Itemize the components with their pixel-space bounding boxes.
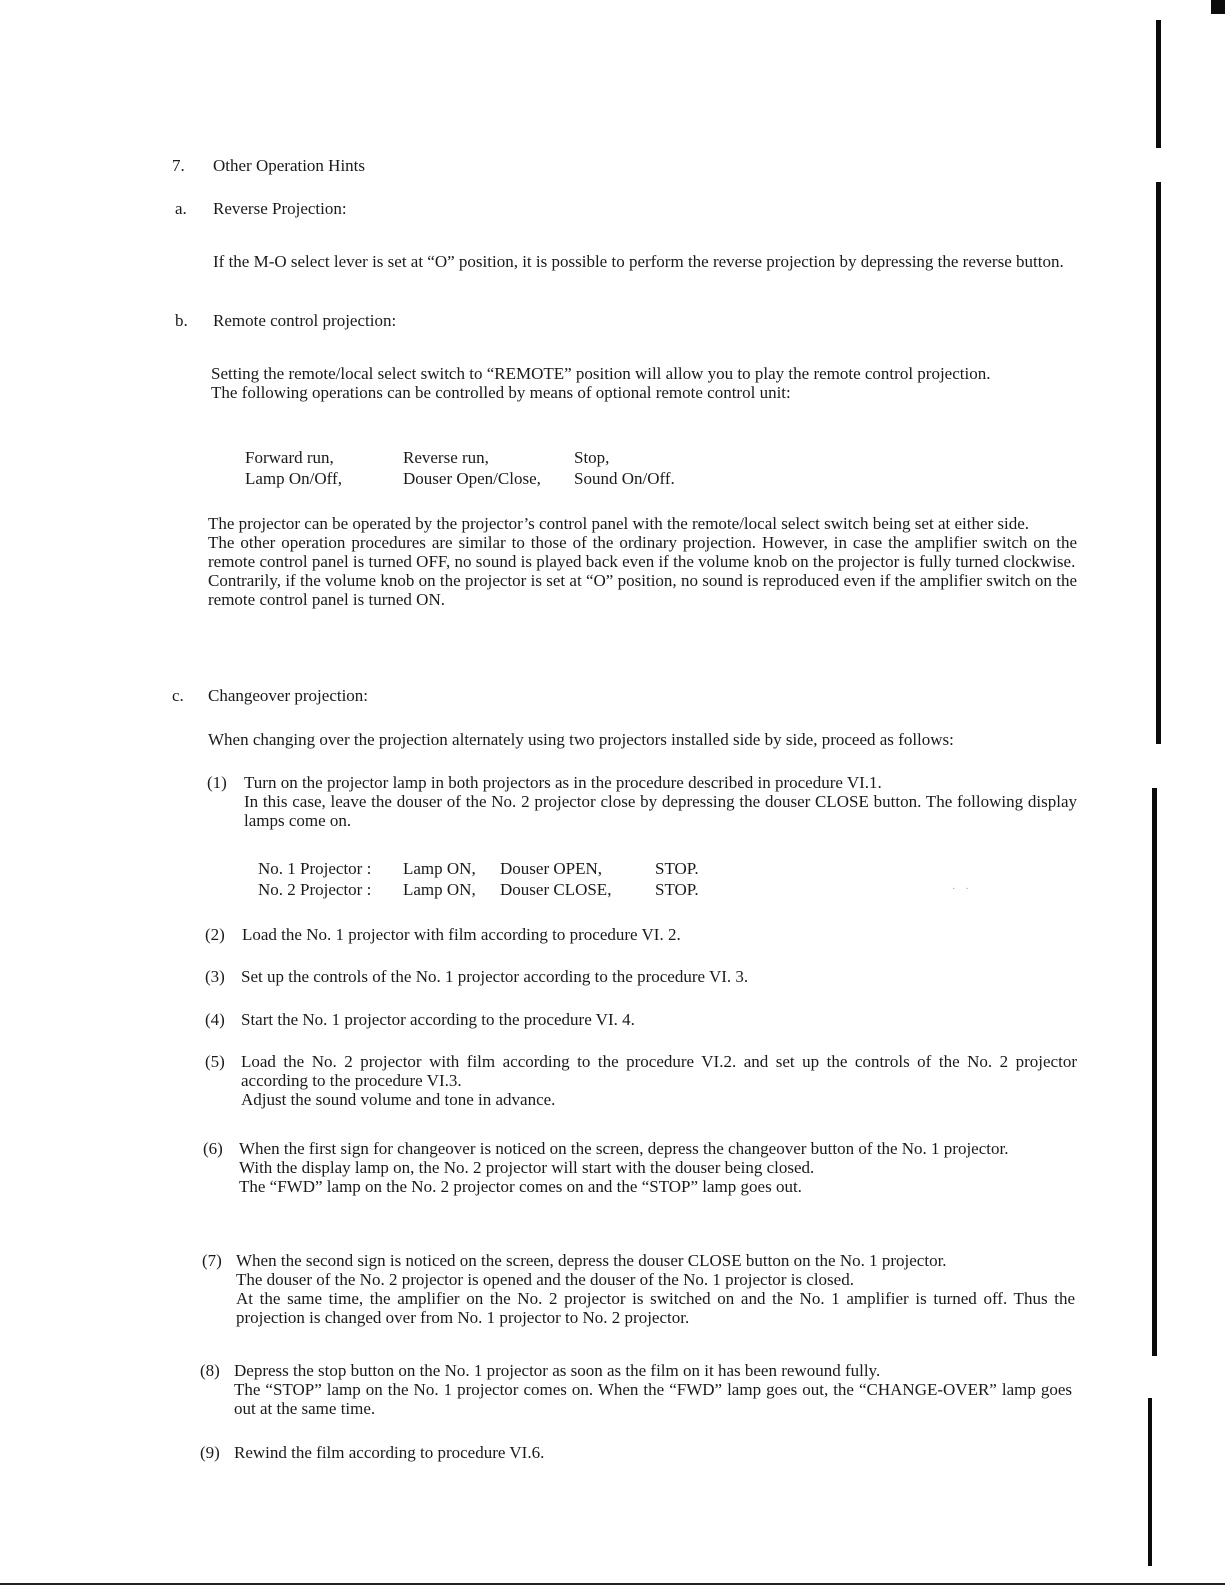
step-body: [236, 1251, 1075, 1327]
scan-dust: · ·: [952, 884, 969, 895]
step-body: [241, 1052, 1077, 1109]
subsection-c-letter: c.: [172, 686, 184, 705]
procedure-step-1: [207, 773, 1077, 843]
step-line: The “FWD” lamp on the No. 2 projector comes on and the “STOP” lamp goes out.: [239, 1177, 802, 1196]
step-body: [242, 925, 1077, 944]
subsection-b-text-2: [208, 514, 1077, 609]
procedure-step-3: [205, 967, 1077, 989]
paragraph: The projector can be operated by the projector’s control panel with the remote/local select switch being set at either side.: [208, 514, 1030, 533]
procedure-step-2: [205, 925, 1077, 947]
paragraph: The other operation procedures are similar to those of the ordinary projection. However, in case the amplifier switch on the remote control panel is turned OFF, no sound is played back even if the volume knob on the projector is fully turned clockwise.: [208, 533, 1077, 571]
procedure-step-5: [205, 1052, 1077, 1122]
section-title: Other Operation Hints: [213, 156, 366, 175]
step-line: Start the No. 1 projector according to the procedure VI. 4.: [241, 1010, 635, 1029]
step-line: With the display lamp on, the No. 2 projector will start with the douser being closed.: [239, 1158, 815, 1177]
step-line: Depress the stop button on the No. 1 projector as soon as the film on it has been rewound fully.: [234, 1361, 881, 1380]
step-number: (4): [205, 1010, 225, 1029]
procedure-step-6: [203, 1139, 1077, 1231]
lamp-status: Lamp ON,: [403, 859, 476, 878]
step-line: Adjust the sound volume and tone in advance.: [241, 1090, 556, 1109]
projector-label: No. 2 Projector :: [258, 880, 372, 899]
scan-edge-mark: [1152, 788, 1157, 1356]
step-body: [239, 1139, 1077, 1196]
remote-ops-row: [245, 469, 745, 489]
subsection-b-letter: b.: [175, 311, 188, 330]
scan-corner-mark: [1211, 0, 1225, 14]
paragraph: Setting the remote/local select switch to “REMOTE” position will allow you to play the remote control projection.: [211, 364, 991, 383]
subsection-a-text: [213, 252, 1077, 271]
step-line: When the second sign is noticed on the screen, depress the douser CLOSE button on the No. 1 projector.: [236, 1251, 947, 1270]
subsection-a-title: Reverse Projection:: [213, 199, 347, 218]
step-line: In this case, leave the douser of the No. 2 projector close by depressing the douser CLOSE button. The following display lamps come on.: [244, 792, 1077, 830]
subsection-a-letter: a.: [175, 199, 187, 218]
step-line: Load the No. 1 projector with film according to procedure VI. 2.: [242, 925, 681, 944]
step-number: (9): [200, 1443, 220, 1462]
step-body: [241, 1010, 1077, 1029]
step-line: The douser of the No. 2 projector is opened and the douser of the No. 1 projector is closed.: [236, 1270, 854, 1289]
step-number: (5): [205, 1052, 225, 1071]
paragraph: If the M-O select lever is set at “O” position, it is possible to perform the reverse projection by depressing the reverse button.: [213, 252, 1064, 271]
remote-op: Stop,: [574, 448, 610, 467]
subsection-c-title: Changeover projection:: [208, 686, 369, 705]
subsection-a-heading: [175, 199, 575, 219]
subsection-c-heading: [172, 686, 572, 706]
subsection-c-intro: [208, 730, 1077, 749]
step-number: (2): [205, 925, 225, 944]
subsection-b-heading: [175, 311, 575, 331]
step-number: (8): [200, 1361, 220, 1380]
procedure-step-7: [202, 1251, 1075, 1343]
scan-edge-mark: [1156, 182, 1161, 744]
section-number: 7.: [172, 156, 185, 175]
lamp-status: Lamp ON,: [403, 880, 476, 899]
procedure-step-9: [200, 1443, 1072, 1465]
projector-label: No. 1 Projector :: [258, 859, 372, 878]
subsection-b-title: Remote control projection:: [213, 311, 397, 330]
lamp-status-row: [258, 859, 738, 879]
step-line: Set up the controls of the No. 1 projector according to the procedure VI. 3.: [241, 967, 749, 986]
step-line: Load the No. 2 projector with film according to the procedure VI.2. and set up the controls of the No. 2 projector according to the procedure VI.3.: [241, 1052, 1077, 1090]
step-number: (7): [202, 1251, 222, 1270]
douser-status: Douser OPEN,: [500, 859, 602, 878]
remote-op: Reverse run,: [403, 448, 489, 467]
paragraph: The following operations can be controlled by means of optional remote control unit:: [211, 383, 791, 402]
step-number: (6): [203, 1139, 223, 1158]
paragraph: Contrarily, if the volume knob on the projector is set at “O” position, no sound is reproduced even if the amplifier switch on the remote control panel is turned ON.: [208, 571, 1077, 609]
run-status: STOP.: [655, 880, 699, 899]
step-body: [244, 773, 1077, 830]
procedure-step-8: [200, 1361, 1072, 1431]
step-line: The “STOP” lamp on the No. 1 projector comes on. When the “FWD” lamp goes out, the “CHANGE-OVER” lamp goes out at the same time.: [234, 1380, 1072, 1418]
step-body: [241, 967, 1077, 986]
step-body: [234, 1443, 1072, 1462]
lamp-status-row: [258, 880, 738, 900]
remote-op: Forward run,: [245, 448, 334, 467]
step-line: Turn on the projector lamp in both projectors as in the procedure described in procedure VI.1.: [244, 773, 882, 792]
remote-op: Sound On/Off.: [574, 469, 675, 488]
procedure-step-4: [205, 1010, 1077, 1032]
section-heading: [172, 156, 572, 176]
paragraph: When changing over the projection alternately using two projectors installed side by side, proceed as follows:: [208, 730, 954, 749]
step-line: Rewind the film according to procedure VI.6.: [234, 1443, 545, 1462]
step-number: (3): [205, 967, 225, 986]
subsection-b-text-1: [211, 364, 1077, 402]
douser-status: Douser CLOSE,: [500, 880, 612, 899]
scan-edge-mark: [1156, 20, 1161, 148]
remote-op: Lamp On/Off,: [245, 469, 342, 488]
remote-op: Douser Open/Close,: [403, 469, 541, 488]
scan-edge-mark: [1148, 1398, 1152, 1566]
step-number: (1): [207, 773, 227, 792]
remote-ops-row: [245, 448, 745, 468]
step-line: When the first sign for changeover is noticed on the screen, depress the changeover button of the No. 1 projector.: [239, 1139, 1009, 1158]
step-line: At the same time, the amplifier on the No. 2 projector is switched on and the No. 1 amplifier is turned off. Thus the projection is changed over from No. 1 projector to No. 2 projector.: [236, 1289, 1075, 1327]
run-status: STOP.: [655, 859, 699, 878]
step-body: [234, 1361, 1072, 1418]
